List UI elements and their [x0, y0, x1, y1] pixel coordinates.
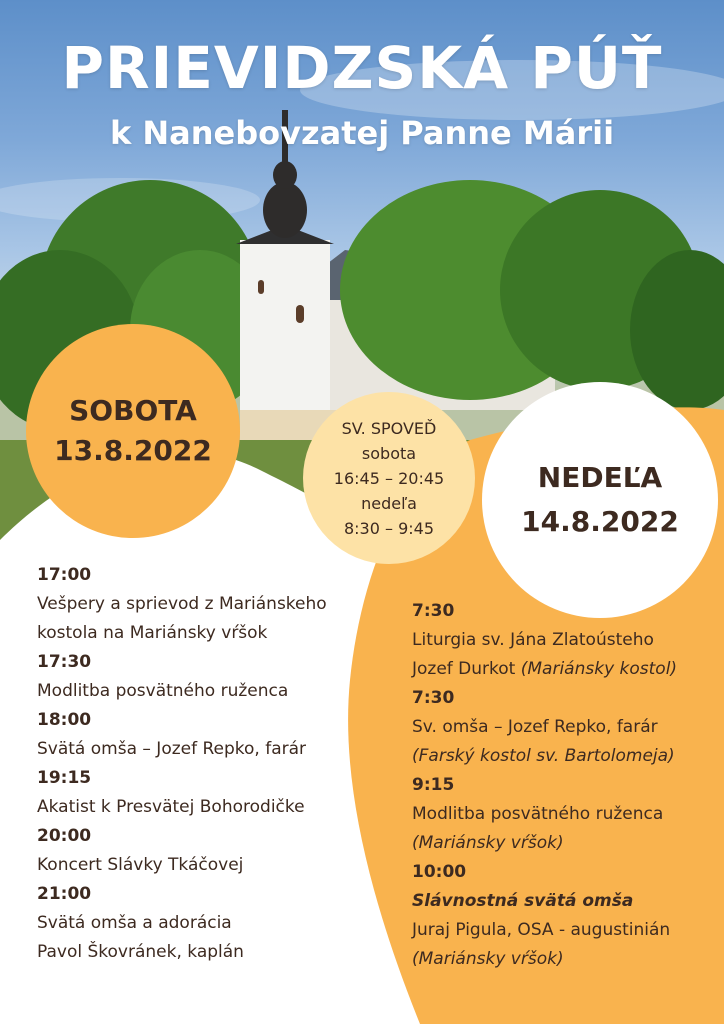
schedule-text: Modlitba posvätného ruženca [37, 681, 289, 701]
schedule-text: Modlitba posvätného ruženca [412, 804, 664, 824]
schedule-time: 17:00 [37, 565, 92, 585]
schedule-text: Svätá omša – Jozef Repko, farár [37, 739, 307, 759]
schedule-text: Sv. omša – Jozef Repko, farár [412, 717, 658, 737]
sunday-date-circle [482, 382, 718, 618]
schedule-location: (Farský kostol sv. Bartolomeja) [412, 746, 675, 766]
saturday-date-circle [26, 324, 240, 538]
poster-title: PRIEVIDZSKÁ PÚŤ [61, 34, 663, 102]
schedule-time: 18:00 [37, 710, 92, 730]
schedule-time: 17:30 [37, 652, 92, 672]
schedule-text: Vešpery a sprievod z Mariánskeho [37, 594, 327, 614]
schedule-time: 20:00 [37, 826, 92, 846]
schedule-text: Akatist k Presvätej Bohorodičke [37, 797, 305, 817]
schedule-text: Koncert Slávky Tkáčovej [37, 855, 244, 875]
schedule-location: (Mariánsky vŕšok) [412, 949, 564, 969]
schedule-time: 10:00 [412, 862, 467, 882]
saturday-day: SOBOTA [69, 394, 197, 427]
confession-title: SV. SPOVEĎ [341, 418, 437, 438]
confession-line: nedeľa [361, 493, 417, 513]
sunday-day: NEDEĽA [537, 461, 663, 494]
confession-circle [303, 392, 475, 564]
schedule-time: 19:15 [37, 768, 92, 788]
confession-line: sobota [361, 443, 417, 463]
schedule-text [412, 655, 712, 684]
schedule-highlight: Slávnostná svätá omša [412, 891, 634, 911]
schedule-text: Liturgia sv. Jána Zlatoústeho [412, 630, 654, 650]
schedule-location: (Mariánsky vŕšok) [412, 833, 564, 853]
schedule-text: Pavol Škovránek, kaplán [37, 942, 244, 962]
sunday-date: 14.8.2022 [521, 505, 679, 538]
schedule-time: 7:30 [412, 688, 455, 708]
schedule-time: 7:30 [412, 601, 455, 621]
confession-line: 16:45 – 20:45 [333, 468, 445, 488]
sunday-schedule [412, 597, 712, 974]
saturday-schedule [37, 561, 367, 967]
schedule-text: kostola na Mariánsky vŕšok [37, 623, 268, 643]
schedule-location: (Mariánsky kostol) [520, 659, 678, 679]
schedule-time: 21:00 [37, 884, 92, 904]
saturday-date: 13.8.2022 [54, 434, 212, 467]
confession-line: 8:30 – 9:45 [343, 518, 435, 538]
schedule-text: Svätá omša a adorácia [37, 913, 232, 933]
schedule-time: 9:15 [412, 775, 455, 795]
schedule-text: Juraj Pigula, OSA - augustinián [412, 920, 671, 940]
poster-subtitle: k Nanebovzatej Panne Márii [109, 114, 615, 152]
schedule-person: Jozef Durkot [412, 659, 521, 679]
